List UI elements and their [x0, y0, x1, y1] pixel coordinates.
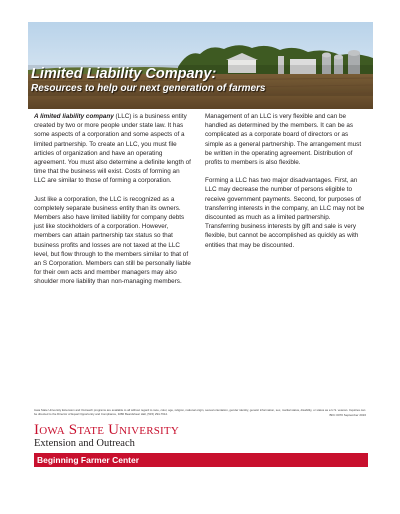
right-column — [205, 112, 365, 259]
isu-extension-logo — [34, 422, 179, 450]
header-title-block — [31, 66, 266, 96]
page-title: Limited Liability Company: — [31, 66, 217, 82]
page-subtitle: Resources to help our next generation of farmers — [31, 83, 266, 94]
left-column — [34, 112, 192, 296]
lead-term: A limited liability company — [34, 113, 114, 120]
paragraph-text: (LLC) is a business entity created by two or more people under state law. It has some aspects of a corporation and some aspects of a limited partnership. To create an LLC, you must file articles of organization and have an operating agreement. You must also determine a definite length of time that the business will exist. Costs of forming an LLC are similar to those of forming a corporation. — [34, 113, 191, 185]
paragraph: Management of an LLC is very flexible and can be handled as determined by the members. It can be as complicated as a corporate board of directors or as simple as a general partnership. The arrangement must be written in the operating agreement. Distribution of profits to members is also flexible. — [205, 113, 362, 167]
extension-name: Extension and Outreach — [34, 438, 135, 449]
university-name: Iowa State University — [34, 422, 179, 438]
center-name: Beginning Farmer Center — [37, 455, 140, 465]
nondiscrimination-statement: Iowa State University Extension and Outreach programs are available to all without regard to race, color, age, religion, national origin, sexual orientation, gender identity, genetic information, sex, marital status, disability, or status as a U.S. veteran. Inquiries can be directed to the Director of Equal Opportunity and Compliance, 3280 Beardshear Hall, (515) 294-7612. — [34, 408, 366, 416]
paragraph — [34, 112, 192, 186]
paragraph: Forming a LLC has two major disadvantages. First, an LLC may decrease the number of persons eligible to receive government payments. Second, for purposes of transferring interests in the company, an LLC may not be discounted as much as a limited partnership. Transferring business interests by gift and sale is very flexible, but cannot be accomplished as quickly as with entities that may be discounted. — [205, 177, 365, 249]
paragraph: Just like a corporation, the LLC is recognized as a completely separate business entity than its owners. Members also have limited liability for company debts just like stockholders of a corporation. However, members can attain partnership tax status so that business profits and losses are not taxed at the LLC level, but flow through to the members similar to that of an S Corporation. Members can still be personally liable for their own acts and member managers may also shoulder more liability than non-managing members. — [34, 195, 191, 286]
publication-number: BFC 0070 September 2016 — [329, 413, 366, 417]
